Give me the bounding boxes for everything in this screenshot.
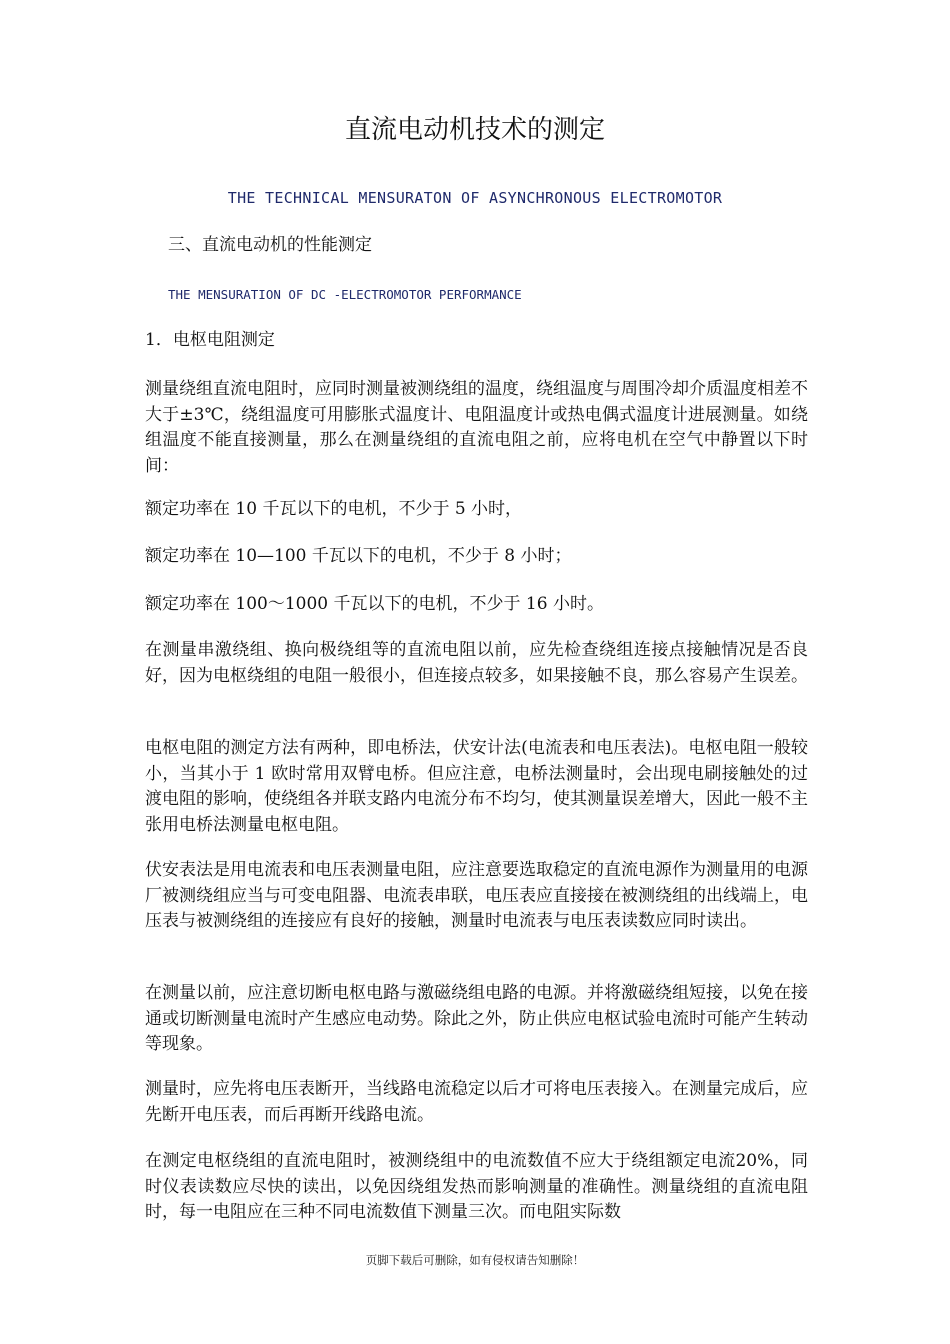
- paragraph-5: 在测量串激绕组、换向极绕组等的直流电阻以前，应先检查绕组连接点接触情况是否良好，因为电枢绕组的电阻一般很小，但连接点较多，如果接触不良，那么容易产生误差。: [145, 640, 808, 686]
- section-heading-english: THE MENSURATION OF DC -ELECTROMOTOR PERFORMANCE: [168, 287, 522, 302]
- document-title: 直流电动机技术的测定: [344, 115, 605, 145]
- section-heading: 三、直流电动机的性能测定: [168, 235, 372, 255]
- page-footer: 页脚下载后可删除，如有侵权请告知删除！: [365, 1253, 585, 1267]
- paragraph-4: 额定功率在 100～1000 千瓦以下的电机，不少于 16 小时。: [145, 594, 604, 614]
- paragraph-7: 伏安表法是用电流表和电压表测量电阻，应注意要选取稳定的直流电源作为测量用的电源厂被测绕组应当与可变电阻器、电流表串联，电压表应直接接在被测绕组的出线端上，电压表与被测绕组的连接应有良好的接触，测量时电流表与电压表读数应同时读出。: [145, 860, 808, 931]
- paragraph-2: 额定功率在 10 千瓦以下的电机，不少于 5 小时，: [145, 499, 523, 519]
- paragraph-9: 测量时，应先将电压表断开，当线路电流稳定以后才可将电压表接入。在测量完成后，应先断开电压表，而后再断开线路电流。: [145, 1079, 808, 1125]
- paragraph-1: 测量绕组直流电阻时，应同时测量被测绕组的温度，绕组温度与周围冷却介质温度相差不大于±3℃，绕组温度可用膨胀式温度计、电阻温度计或热电偶式温度计进展测量。如绕组温度不能直接测量，那么在测量绕组的直流电阻之前，应将电机在空气中静置以下时间：: [145, 379, 808, 476]
- subheading-armature-resistance: 1．电枢电阻测定: [145, 330, 275, 350]
- paragraph-10: 在测定电枢绕组的直流电阻时，被测绕组中的电流数值不应大于绕组额定电流20%，同时仪表读数应尽快的读出，以免因绕组发热而影响测量的准确性。测量绕组的直流电阻时，每一电阻应在三种不同电流数值下测量三次。而电阻实际数: [145, 1151, 808, 1222]
- paragraph-8: 在测量以前，应注意切断电枢电路与激磁绕组电路的电源。并将激磁绕组短接，以免在接通或切断测量电流时产生感应电动势。除此之外，防止供应电枢试验电流时可能产生转动等现象。: [145, 983, 808, 1054]
- paragraph-6: 电枢电阻的测定方法有两种，即电桥法，伏安计法(电流表和电压表法)。电枢电阻一般较小，当其小于 1 欧时常用双臂电桥。但应注意，电桥法测量时，会出现电刷接触处的过渡电阻的影响，使绕组各并联支路内电流分布不均匀，使其测量误差增大，因此一般不主张用电桥法测量电枢电阻。: [145, 738, 808, 835]
- paragraph-3: 额定功率在 10—100 千瓦以下的电机，不少于 8 小时；: [145, 546, 572, 566]
- english-subtitle: THE TECHNICAL MENSURATON OF ASYNCHRONOUS ELECTROMOTOR: [227, 189, 723, 207]
